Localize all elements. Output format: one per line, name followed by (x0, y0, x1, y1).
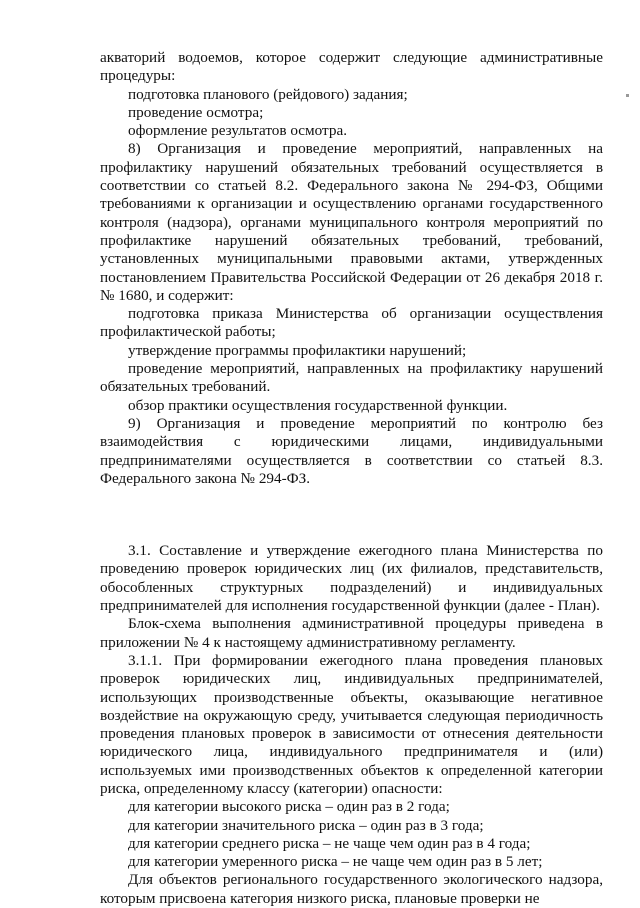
paragraph-section-3-1-1: 3.1.1. При формировании ежегодного плана проведения плановых проверок юридических лиц, индивидуальных предпринимателей, использующих производственные объекты, оказывающие негативное воздействие на окружающую среду, учитывается следующая периодичность проведения плановых проверок в зависимости от отнесения деятельности юридического лица, индивидуального предпринимателя и (или) используемых ими производственных объектов к определенной категории риска, определенному классу (категории) опасности: (100, 651, 603, 797)
paragraph-item-9: 9) Организация и проведение мероприятий по контролю без взаимодействия с юридическими лицами, индивидуальными предпринимателями осуществляется в соответствии со статьей 8.3. Федерального закона № 294-ФЗ. (100, 414, 603, 487)
paragraph-low-risk: Для объектов регионального государственного экологического надзора, которым присвоена категория низкого риска, плановые проверки не (100, 871, 603, 907)
list-item-program: утверждение программы профилактики нарушений; (128, 341, 467, 359)
paragraph-block-scheme: Блок-схема выполнения административной процедуры приведена в приложении № 4 к настоящему административному регламенту. (100, 615, 603, 651)
paragraph-continuation: акваторий водоемов, которое содержит следующие административные процедуры: (100, 49, 603, 85)
list-item-significant-risk: для категории значительного риска – один раз в 3 года; (128, 816, 484, 834)
list-item-order: подготовка приказа Министерства об организации осуществления профилактической работы; (100, 305, 603, 341)
list-item-high-risk: для категории высокого риска – один раз в 2 года; (128, 798, 450, 816)
section-gap (100, 488, 603, 542)
scan-mark (626, 94, 629, 97)
list-item-task: подготовка планового (рейдового) задания; (128, 85, 408, 103)
paragraph-item-8: 8) Организация и проведение мероприятий, направленных на профилактику нарушений обязательных требований осуществляется в соответствии со статьей 8.2. Федерального закона № 294-ФЗ, Общими требованиями к организации и осуществлению органами государственного контроля (надзора), органами муниципального контроля мероприятий по профилактике нарушений обязательных требований, требований, установленных муниципальными правовыми актами, утвержденных постановлением Правительства Российской Федерации от 26 декабря 2018 г. № 1680, и содержит: (100, 140, 603, 304)
list-item-medium-risk: для категории среднего риска – не чаще чем один раз в 4 года; (128, 834, 531, 852)
list-item-review: обзор практики осуществления государственной функции. (128, 396, 508, 414)
list-item-measures: проведение мероприятий, направленных на профилактику нарушений обязательных требований. (100, 360, 603, 396)
paragraph-section-3-1: 3.1. Составление и утверждение ежегодного плана Министерства по проведению проверок юридических лиц (их филиалов, представительств, обособленных структурных подразделений) и индивидуальных предпринимателей для исполнения государственной функции (далее - План). (100, 542, 603, 615)
list-item-results: оформление результатов осмотра. (128, 122, 348, 140)
document-page (100, 49, 603, 908)
list-item-inspection: проведение осмотра; (128, 103, 264, 121)
list-item-moderate-risk: для категории умеренного риска – не чаще чем один раз в 5 лет; (128, 853, 543, 871)
